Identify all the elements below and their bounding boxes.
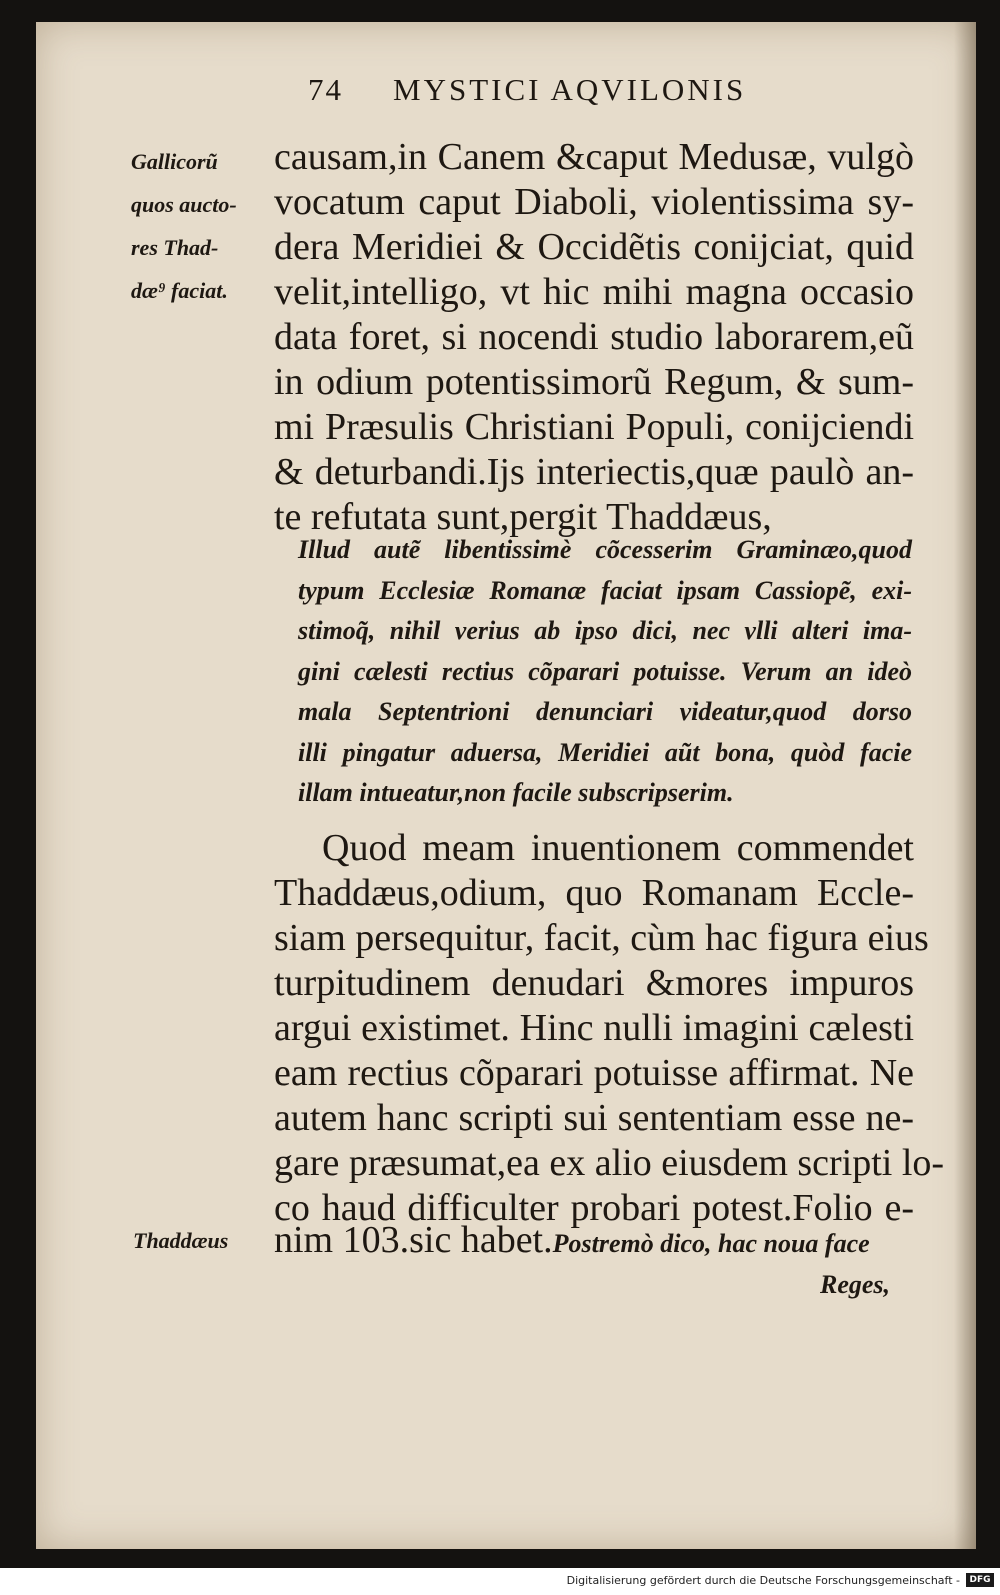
text-line: argui existimet. Hinc nulli imagini cælesti	[274, 1007, 914, 1049]
text-line: turpitudinem denudari &mores impuros	[274, 962, 914, 1004]
margin-note-line: res Thad-	[131, 235, 219, 260]
text-line: dera Meridiei & Occidẽtis conijciat, quid	[274, 226, 914, 268]
page-edge-shadow	[954, 22, 976, 1549]
margin-note-line: dæ⁹ faciat.	[131, 278, 228, 303]
dfg-logo-icon: DFG	[966, 1573, 994, 1587]
margin-note-top	[131, 140, 271, 312]
text-line: Thaddæus,odium, quo Romanam Eccle-	[274, 872, 914, 914]
running-head: MYSTICI AQVILONIS	[393, 72, 747, 107]
text-line: & deturbandi.Ijs interiectis,quæ paulò an-	[274, 451, 914, 493]
text-line: siam persequitur, facit, cùm hac figura eius	[274, 917, 929, 959]
text-line: causam,in Canem &caput Medusæ, vulgò	[274, 136, 914, 178]
text-line: gare præsumat,ea ex alio eiusdem scripti lo-	[274, 1142, 945, 1184]
quotation-line: mala Septentrioni denunciari videatur,quod dorso	[298, 697, 912, 726]
last-line	[274, 1218, 914, 1262]
quotation-line: illi pingatur aduersa, Meridiei aũt bona, quòd facie	[298, 737, 912, 767]
text-line: te refutata sunt,pergit Thaddæus,	[274, 496, 772, 538]
paragraph-1	[274, 135, 914, 540]
text-line: velit,intelligo, vt hic mihi magna occasio	[274, 271, 914, 313]
footer-credit: Digitalisierung gefördert durch die Deutsche Forschungsgemeinschaft -	[566, 1574, 960, 1587]
text-line: in odium potentissimorũ Regum, & sum-	[274, 361, 914, 403]
text-line: mi Præsulis Christiani Populi, conijciendi	[274, 406, 914, 448]
text-line: data foret, si nocendi studio laborarem,eũ	[274, 316, 914, 358]
last-line-roman: nim 103.sic habet.	[274, 1219, 553, 1261]
margin-note-line: Gallicorũ	[131, 149, 218, 174]
margin-note-line: quos aucto-	[131, 192, 237, 217]
text-line: co haud difficulter probari potest.Folio e-	[274, 1187, 914, 1229]
text-line: eam rectius cõparari potuisse affirmat. Ne	[274, 1052, 914, 1094]
text-line: autem hanc scripti sui sententiam esse ne-	[274, 1097, 914, 1139]
text-line: vocatum caput Diaboli, violentissima sy-	[274, 181, 914, 223]
quotation-line: stimoq̃, nihil verius ab ipso dici, nec vlli alteri ima-	[298, 616, 912, 645]
quotation-line: Illud autẽ libentissimè cõcesserim Graminæo,quod	[298, 535, 912, 564]
paragraph-2	[274, 826, 945, 1231]
page-number: 74	[308, 72, 343, 107]
quotation-line: illam intueatur,non facile subscripserim.	[298, 778, 734, 807]
last-line-italic: Postremò dico, hac noua face	[552, 1229, 870, 1258]
catchword: Reges,	[820, 1270, 891, 1299]
footer-bar	[0, 1568, 1000, 1595]
margin-note-bottom: Thaddæus	[133, 1228, 229, 1253]
quotation-line: gini cælesti rectius cõparari potuisse. Verum an ideò	[298, 656, 912, 686]
quotation-line: typum Ecclesiæ Romanæ faciat ipsam Cassiopẽ, exi-	[298, 575, 912, 605]
quotation-block	[298, 530, 912, 814]
text-line: Quod meam inuentionem commendet	[322, 827, 914, 869]
